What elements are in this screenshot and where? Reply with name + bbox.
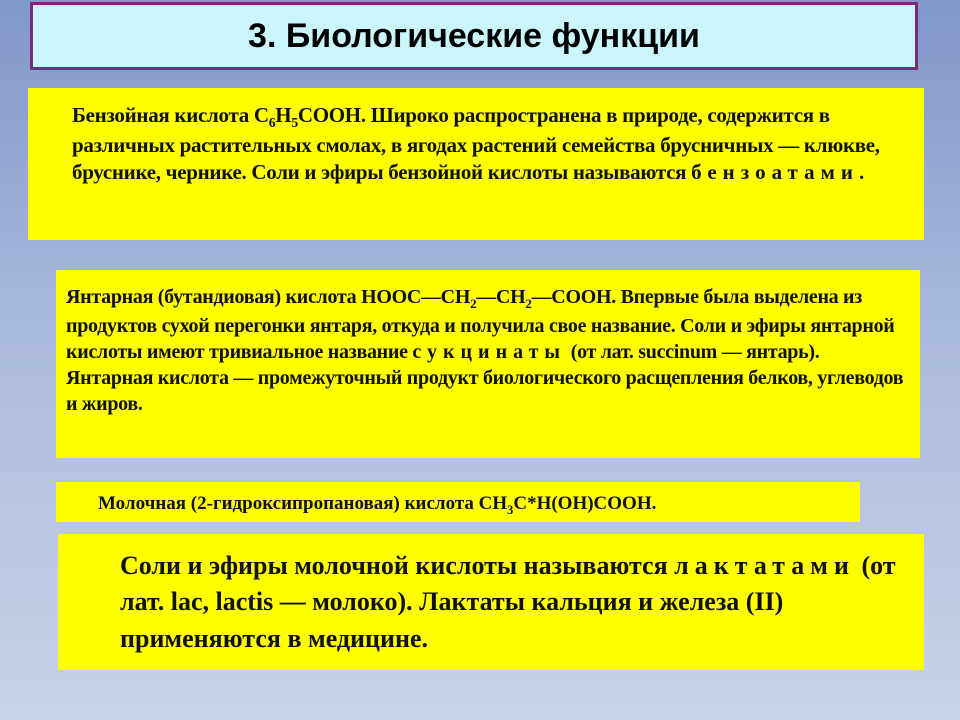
slide-title: 3. Биологические функции [248,16,700,55]
benzoic-mid: H [275,103,292,127]
benzoic-lead: Бензойная кислота C [72,103,269,127]
succinic-term: сукцинаты [412,340,567,363]
lactic-acid-block [56,482,860,522]
lactates-term: лактатами [674,551,855,580]
lactates-text [120,548,910,657]
succinic-acid-text [66,284,910,417]
benzoic-sub-6: 6 [268,115,276,131]
succinic-lead: Янтарная (бутандиовая) кислота HOOC—CH [66,286,471,308]
benzoic-term: бензоатами [691,160,860,185]
benzoic-sub-5: 5 [291,115,298,131]
benzoic-acid-text [72,102,910,187]
lactic-formula-end: C*H(OH)COOH. [513,493,657,514]
lactates-block [58,534,924,670]
lactic-acid-text [98,492,850,518]
benzoic-acid-block [28,88,924,240]
lactic-lead: Молочная (2-гидроксипропановая) кислота CH [98,493,508,514]
succinic-acid-block [56,270,920,458]
succinic-mid: —CH [476,286,526,308]
benzoic-body: Широко распространена в природе, содержится в различных растительных смолах, в ягодах растений семейства брусничных — клюкве, бруснике, чернике. Соли и эфиры бензойной кислоты называются [72,103,880,185]
succinic-body: Впервые была выделена из продуктов сухой перегонки янтаря, откуда и получила свое название. Соли и эфиры янтарной кислоты имеют тривиальное название [66,286,895,363]
lactic-sub-3: 3 [507,502,514,517]
succinic-tail: (от лат. succinum — янтарь). Янтарная кислота — промежуточный продукт биологического расщепления белков, углеводов и жиров. [66,340,904,415]
lactates-tail: (от лат. lac, lactis — молоко). Лактаты кальция и железа (II) применяются в медицине. [120,551,896,653]
benzoic-formula-end: COOH. [297,103,366,127]
title-box [30,2,918,70]
benzoic-tail: . [859,160,864,185]
succinic-formula-end: —COOH. [531,286,616,308]
succinic-sub-2: 2 [525,296,532,311]
lactates-body: Соли и эфиры молочной кислоты называются [120,551,675,580]
succinic-sub-1: 2 [470,296,477,311]
